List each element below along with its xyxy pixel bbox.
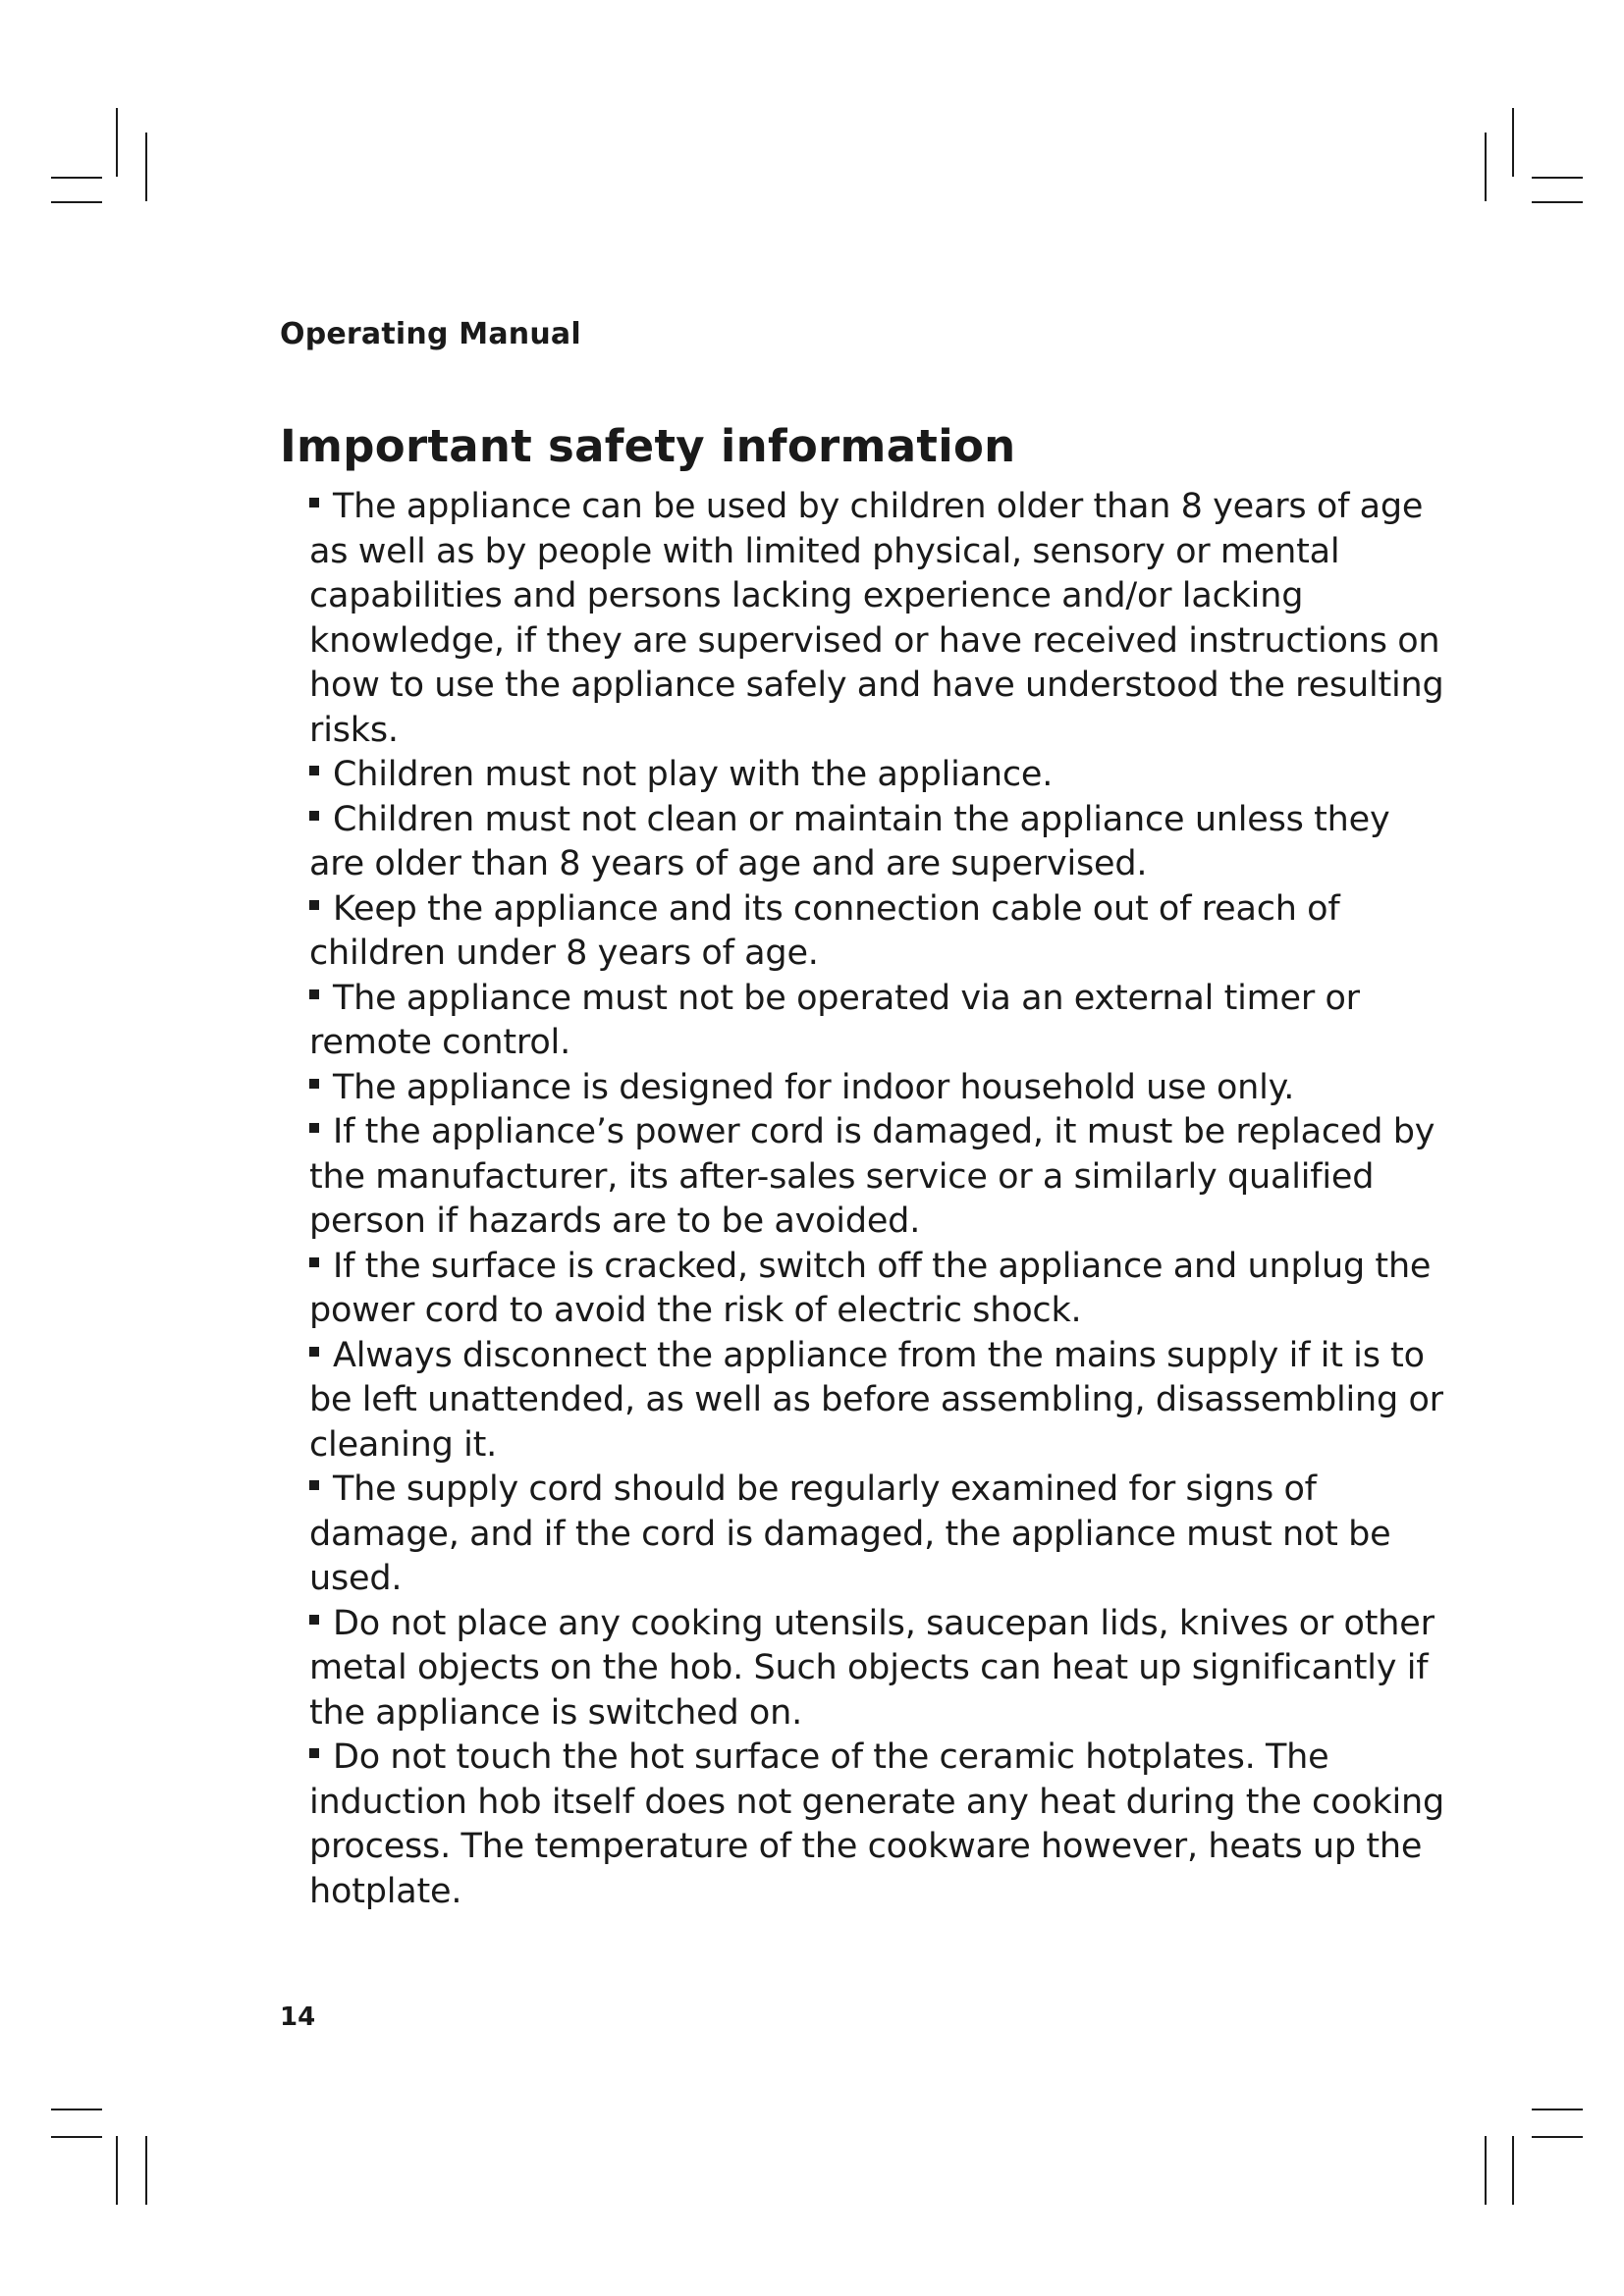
page-number: 14 (280, 2002, 316, 2032)
bullet-square-icon (309, 1123, 319, 1133)
bullet-item (309, 1334, 1448, 1468)
crop-mark (51, 2109, 102, 2110)
safety-bullet-list (309, 485, 1448, 1914)
bullet-text: The appliance can be used by children older than 8 years of age as well as by people with limited physical, sensory or mental capabilities and persons lacking experience and/or lacking knowledge, if they are supervised or have received instructions on how to use the appliance safely and have understood the resulting risks. (309, 487, 1444, 750)
bullet-square-icon (309, 766, 319, 775)
page-title: Important safety information (280, 420, 1016, 472)
bullet-text: If the surface is cracked, switch off the appliance and unplug the power cord to avoid the risk of electric shock. (309, 1246, 1432, 1330)
crop-mark (1512, 108, 1514, 177)
bullet-square-icon (309, 498, 319, 507)
bullet-text: The appliance must not be operated via an external timer or remote control. (309, 978, 1360, 1062)
bullet-item (309, 485, 1448, 753)
bullet-item (309, 1066, 1448, 1111)
crop-mark (51, 2136, 102, 2138)
crop-mark (51, 201, 102, 203)
bullet-square-icon (309, 1480, 319, 1490)
bullet-item (309, 1245, 1448, 1334)
crop-mark (1485, 2136, 1487, 2205)
bullet-text: If the appliance’s power cord is damaged, it must be replaced by the manufacturer, its after-sales service or a similarly qualified person if hazards are to be avoided. (309, 1112, 1435, 1241)
bullet-item (309, 1602, 1448, 1736)
bullet-item (309, 977, 1448, 1066)
crop-mark (1532, 201, 1583, 203)
crop-mark (1485, 133, 1487, 201)
bullet-item (309, 798, 1448, 887)
bullet-text: Do not place any cooking utensils, saucepan lids, knives or other metal objects on the hob. Such objects can heat up significantly if the appliance is switched on. (309, 1603, 1435, 1733)
bullet-square-icon (309, 989, 319, 999)
bullet-text: The appliance is designed for indoor household use only. (333, 1067, 1295, 1107)
bullet-text: Children must not clean or maintain the appliance unless they are older than 8 years of age and are supervised. (309, 799, 1390, 883)
crop-mark (116, 2136, 118, 2205)
crop-mark (145, 2136, 147, 2205)
crop-mark (1532, 2136, 1583, 2138)
bullet-square-icon (309, 900, 319, 910)
crop-mark (51, 177, 102, 179)
bullet-square-icon (309, 1748, 319, 1758)
bullet-text: Children must not play with the appliance. (333, 755, 1054, 794)
crop-mark (1512, 2136, 1514, 2205)
bullet-text: Always disconnect the appliance from the mains supply if it is to be left unattended, as well as before assembling, disassembling or cleaning it. (309, 1335, 1443, 1465)
bullet-square-icon (309, 1079, 319, 1089)
crop-mark (145, 133, 147, 201)
crop-mark (1532, 177, 1583, 179)
bullet-text: Keep the appliance and its connection cable out of reach of children under 8 years of age. (309, 888, 1340, 973)
crop-mark (1532, 2109, 1583, 2110)
bullet-item (309, 753, 1448, 798)
bullet-square-icon (309, 1257, 319, 1267)
bullet-text: Do not touch the hot surface of the ceramic hotplates. The induction hob itself does not generate any heat during the cooking process. The temperature of the cookware however, heats up the hotplate. (309, 1737, 1445, 1911)
bullet-item (309, 1468, 1448, 1602)
bullet-square-icon (309, 1347, 319, 1357)
bullet-item (309, 1110, 1448, 1245)
bullet-item (309, 1735, 1448, 1914)
bullet-square-icon (309, 1615, 319, 1625)
section-header: Operating Manual (280, 317, 581, 351)
bullet-item (309, 887, 1448, 977)
crop-mark (116, 108, 118, 177)
bullet-text: The supply cord should be regularly examined for signs of damage, and if the cord is damaged, the appliance must not be used. (309, 1469, 1391, 1598)
bullet-square-icon (309, 811, 319, 821)
